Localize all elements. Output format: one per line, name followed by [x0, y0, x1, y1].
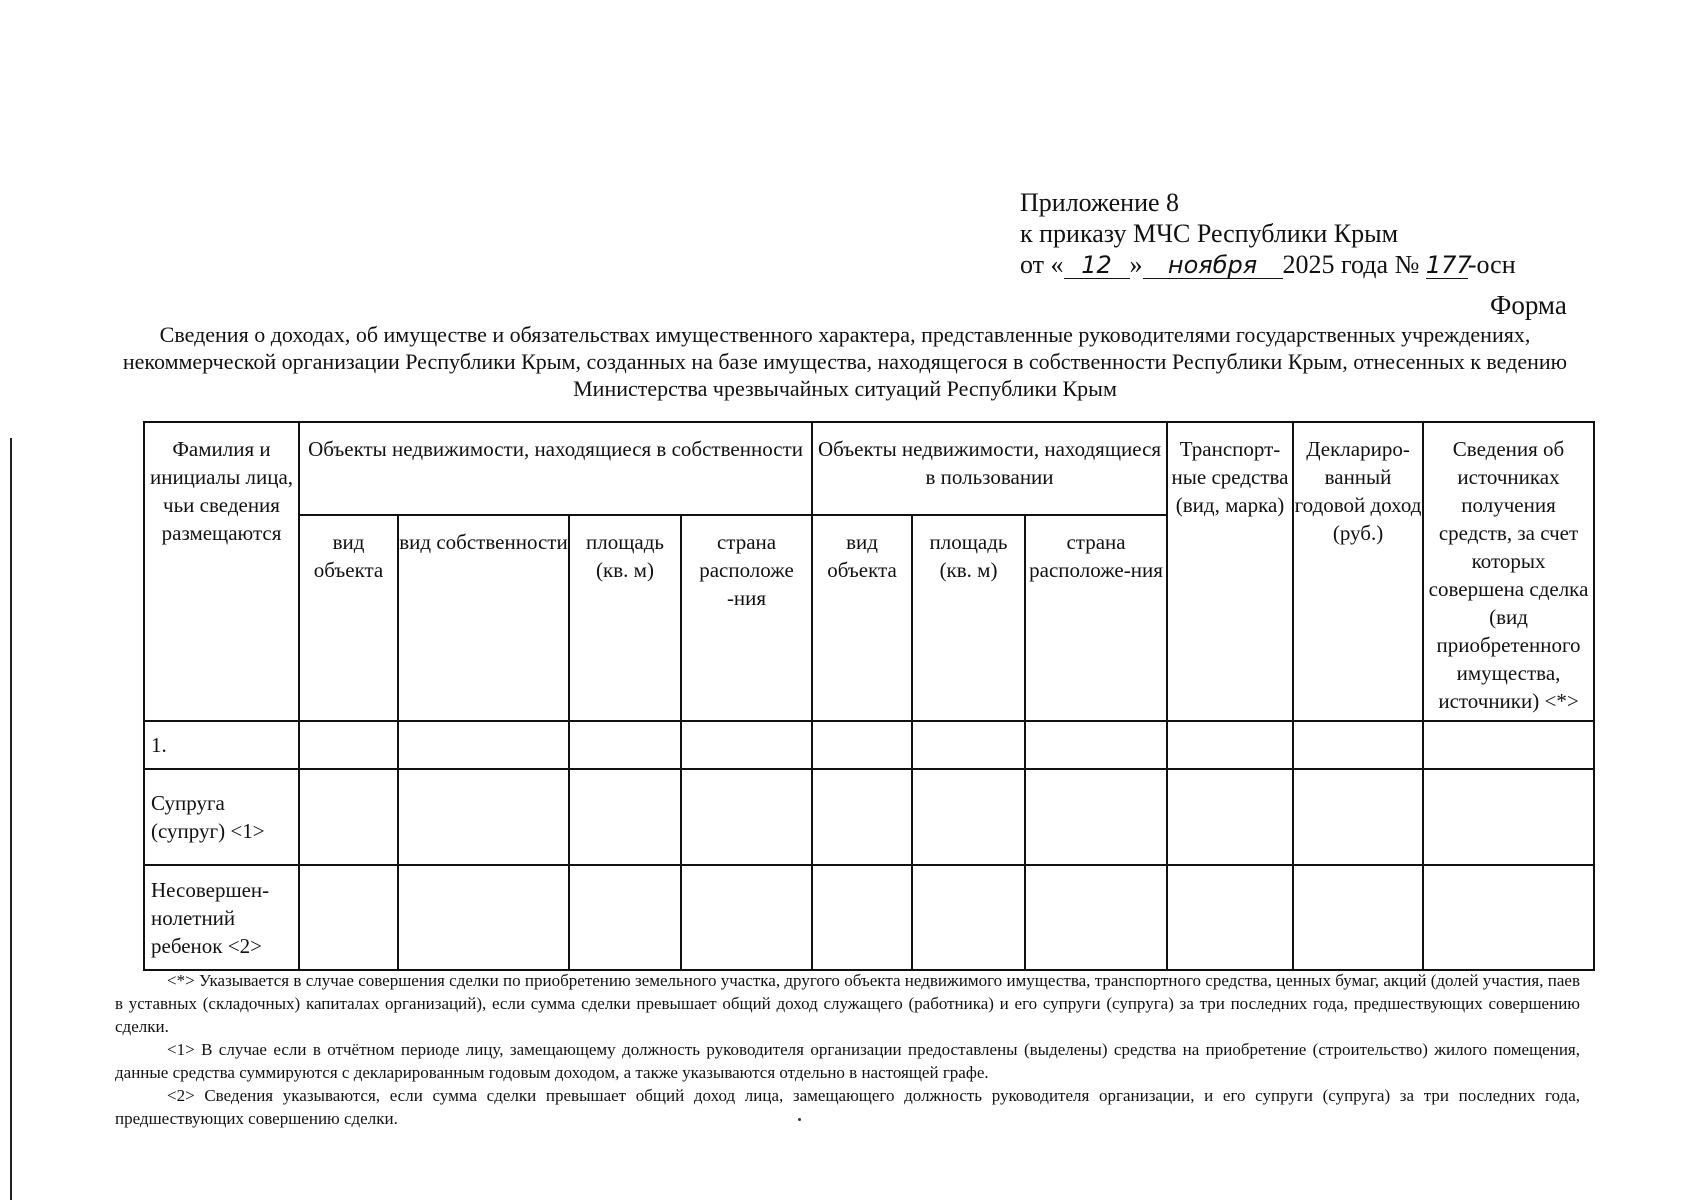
header-owned-country: страна расположе -ния: [681, 515, 812, 721]
table-cell: [1167, 721, 1293, 769]
table-row: [144, 721, 1594, 769]
annex-date-line: [1020, 249, 1516, 280]
scan-edge-mark: [10, 438, 12, 1200]
header-used-country: страна расположе-ния: [1025, 515, 1167, 721]
table-cell: [398, 865, 569, 970]
table-cell: [912, 769, 1025, 865]
table-cell: [1423, 865, 1594, 970]
annex-block: [1020, 187, 1516, 280]
header-income: Деклариро-ванный годовой доход (руб.): [1293, 422, 1423, 721]
annex-from: от «: [1020, 250, 1064, 279]
row-label-declarant: 1.: [144, 721, 299, 769]
table-cell: [569, 721, 681, 769]
footnotes: [115, 969, 1580, 1130]
table-cell: [299, 721, 398, 769]
header-transport: Транспорт-ные средства (вид, марка): [1167, 422, 1293, 721]
table-cell: [398, 769, 569, 865]
document-heading: Сведения о доходах, об имуществе и обязательствах имущественного характера, представленные руководителями государственных учреждениях, некоммерческой организации Республики Крым, созданных на базе имущества, находящегося в собственности Республики Крым, отнесенных к ведению Министерства чрезвычайных ситуаций Республики Крым: [122, 322, 1568, 401]
table-cell: [681, 721, 812, 769]
table-cell: [569, 769, 681, 865]
table-cell: [1025, 865, 1167, 970]
table-cell: [681, 769, 812, 865]
table-cell: [1423, 721, 1594, 769]
table-cell: [569, 865, 681, 970]
annex-line-1: Приложение 8: [1020, 188, 1180, 217]
header-person: Фамилия и инициалы лица, чьи сведения размещаются: [144, 422, 299, 721]
table-cell: [299, 865, 398, 970]
header-used-group: Объекты недвижимости, находящиеся в пользовании: [812, 422, 1167, 515]
annex-number: 177: [1425, 251, 1472, 279]
annex-suffix: -осн: [1467, 250, 1516, 279]
table-cell: [1025, 721, 1167, 769]
form-label: Форма: [1490, 290, 1567, 320]
table-cell: [1423, 769, 1594, 865]
table-cell: [1025, 769, 1167, 865]
table-cell: [681, 865, 812, 970]
table-cell: [1167, 865, 1293, 970]
table-cell: [812, 721, 912, 769]
header-sources: Сведения об источниках получения средств, за счет которых совершена сделка (вид приобретенного имущества, источники) <*>: [1423, 422, 1594, 721]
row-label-minor-child: Несовершен-нолетний ребенок <2>: [144, 865, 299, 970]
footnote-2: <2> Сведения указываются, если сумма сделки превышает общий доход лица, замещающего должность руководителя организации, и его супруги (супруга) за три последних года, предшествующих совершению сделки.: [115, 1086, 1580, 1128]
table-cell: [812, 769, 912, 865]
annex-month: ноября: [1143, 252, 1283, 279]
header-owned-area: площадь (кв. м): [569, 515, 681, 721]
footnote-1: <1> В случае если в отчётном периоде лицу, замещающему должность руководителя организации предоставлены (выделены) средства на приобретение (строительство) жилого помещения, данные средства суммируются с декларированным годовым доходом, а также указываются отдельно в настоящей графе.: [115, 1040, 1580, 1082]
row-label-spouse: Супруга (супруг) <1>: [144, 769, 299, 865]
declaration-table: [143, 421, 1595, 971]
table-cell: [398, 721, 569, 769]
footnote-asterisk: <*> Указывается в случае совершения сделки по приобретению земельного участка, другого объекта недвижимого имущества, транспортного средства, ценных бумаг, акций (долей участия, паев в уставных (складочных) капиталах организаций), если сумма сделки превышает общий доход служащего (работника) и его супруги (супруга) за три последних года, предшествующих совершению сделки.: [115, 971, 1580, 1036]
annex-year: 2025 года №: [1282, 250, 1420, 279]
annex-line-2: к приказу МЧС Республики Крым: [1020, 219, 1399, 248]
table-cell: [912, 865, 1025, 970]
table-cell: [812, 865, 912, 970]
annex-day: 12: [1064, 252, 1130, 279]
table-row: [144, 769, 1594, 865]
table-cell: [1293, 865, 1423, 970]
table-row: [144, 865, 1594, 970]
annex-quote-close: »: [1129, 250, 1143, 279]
table-cell: [1293, 769, 1423, 865]
header-owned-object-type: вид объекта: [299, 515, 398, 721]
table-cell: [912, 721, 1025, 769]
header-used-object-type: вид объекта: [812, 515, 912, 721]
table-cell: [1167, 769, 1293, 865]
header-used-area: площадь (кв. м): [912, 515, 1025, 721]
header-owned-group: Объекты недвижимости, находящиеся в собственности: [299, 422, 812, 515]
table-cell: [299, 769, 398, 865]
scan-speck: [798, 1118, 801, 1121]
table-cell: [1293, 721, 1423, 769]
header-owned-ownership-type: вид собственности: [398, 515, 569, 721]
